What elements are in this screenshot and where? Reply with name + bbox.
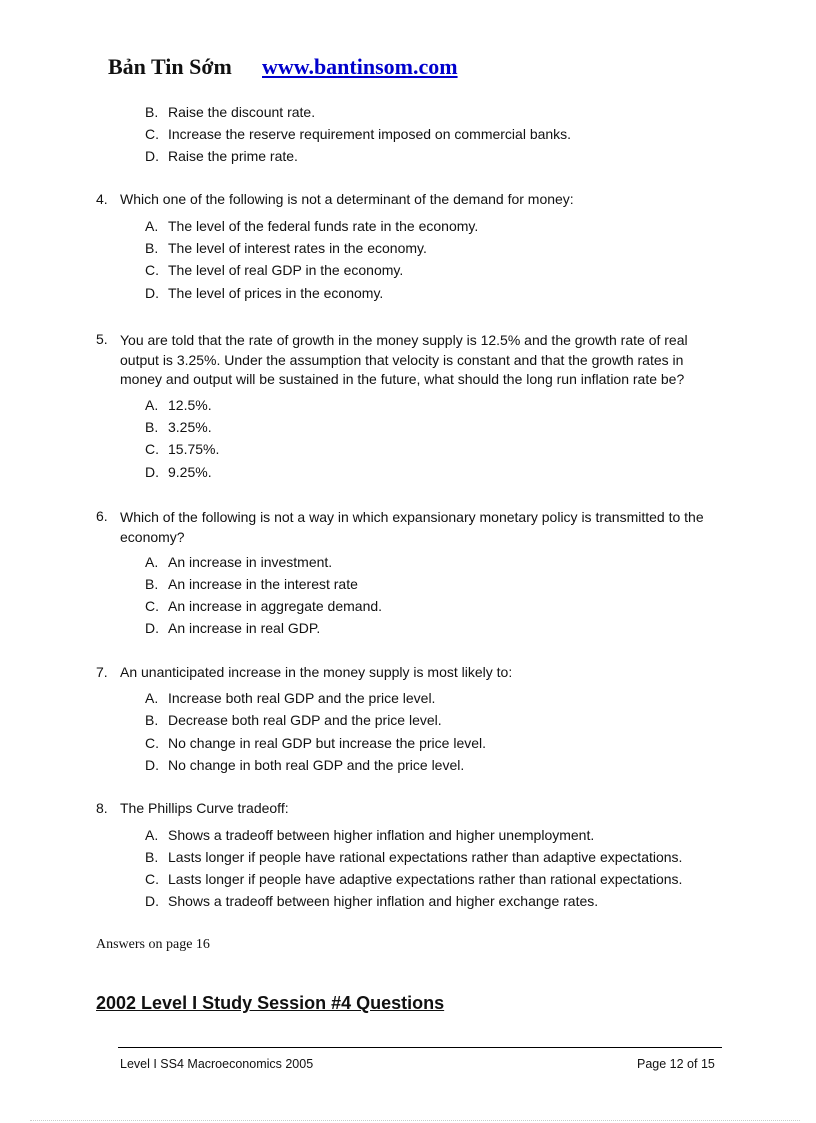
option-letter: D. — [145, 148, 159, 164]
option-text: Shows a tradeoff between higher inflation and higher unemployment. — [168, 827, 595, 843]
option-text: The level of the federal funds rate in the economy. — [168, 218, 479, 234]
option-text: An increase in the interest rate — [168, 576, 358, 592]
option-letter: B. — [145, 712, 159, 728]
option-letter: B. — [145, 240, 159, 256]
option-letter: C. — [145, 441, 159, 457]
option-text: An increase in investment. — [168, 554, 333, 570]
question-text: Which one of the following is not a determinant of the demand for money: — [120, 191, 574, 207]
question-number: 5. — [96, 331, 108, 347]
option-text: An increase in real GDP. — [168, 620, 321, 636]
option-letter: A. — [145, 827, 159, 843]
option-text: Shows a tradeoff between higher inflation and higher exchange rates. — [168, 893, 599, 909]
option-letter: D. — [145, 620, 159, 636]
option-letter: B. — [145, 419, 159, 435]
answers-note: Answers on page 16 — [96, 937, 210, 952]
option-text: The level of prices in the economy. — [168, 285, 384, 301]
option-letter: A. — [145, 690, 159, 706]
page-number: Page 12 of 15 — [637, 1057, 715, 1071]
section-title: 2002 Level I Study Session #4 Questions — [96, 993, 445, 1013]
option-text: Increase the reserve requirement imposed on commercial banks. — [168, 126, 572, 142]
option-letter: A. — [145, 554, 159, 570]
option-text: 12.5%. — [168, 397, 212, 413]
option-text: Raise the discount rate. — [168, 104, 316, 120]
question-text: You are told that the rate of growth in the money supply is 12.5% and the growth rate of real output is 3.25%. Under the assumption that velocity is constant and that the growth rates in money and output will be sustained in the future, what should the long run inflation rate be? — [120, 332, 688, 387]
option-text: Lasts longer if people have adaptive expectations rather than rational expectations. — [168, 871, 683, 887]
option-text: No change in both real GDP and the price level. — [168, 757, 465, 773]
option-text: An increase in aggregate demand. — [168, 598, 383, 614]
option-text: The level of real GDP in the economy. — [168, 262, 404, 278]
question-number: 7. — [96, 664, 108, 680]
option-letter: D. — [145, 464, 159, 480]
question-text: Which of the following is not a way in which expansionary monetary policy is transmitted to the economy? — [120, 509, 704, 545]
option-letter: D. — [145, 893, 159, 909]
option-letter: B. — [145, 104, 159, 120]
website-link[interactable]: www.bantinsom.com — [262, 54, 458, 79]
option-letter: C. — [145, 126, 159, 142]
option-letter: A. — [145, 397, 159, 413]
option-letter: B. — [145, 576, 159, 592]
option-letter: C. — [145, 262, 159, 278]
page-bottom-border — [30, 1120, 800, 1121]
option-text: Decrease both real GDP and the price level. — [168, 712, 442, 728]
question-number: 4. — [96, 191, 108, 207]
brand-name: Bản Tin Sớm — [108, 54, 232, 79]
footer-divider — [118, 1047, 722, 1048]
option-letter: C. — [145, 598, 159, 614]
option-letter: D. — [145, 757, 159, 773]
option-text: No change in real GDP but increase the price level. — [168, 735, 487, 751]
option-text: Increase both real GDP and the price level. — [168, 690, 436, 706]
option-text: Raise the prime rate. — [168, 148, 298, 164]
option-letter: C. — [145, 871, 159, 887]
question-text: An unanticipated increase in the money supply is most likely to: — [120, 664, 513, 680]
option-letter: A. — [145, 218, 159, 234]
option-text: 15.75%. — [168, 441, 220, 457]
option-text: 9.25%. — [168, 464, 212, 480]
option-text: 3.25%. — [168, 419, 212, 435]
question-number: 8. — [96, 800, 108, 816]
question-number: 6. — [96, 508, 108, 524]
option-text: The level of interest rates in the economy. — [168, 240, 427, 256]
option-letter: D. — [145, 285, 159, 301]
option-letter: C. — [145, 735, 159, 751]
question-text: The Phillips Curve tradeoff: — [120, 800, 289, 816]
option-text: Lasts longer if people have rational expectations rather than adaptive expectations. — [168, 849, 683, 865]
footer-left: Level I SS4 Macroeconomics 2005 — [120, 1057, 314, 1071]
option-letter: B. — [145, 849, 159, 865]
